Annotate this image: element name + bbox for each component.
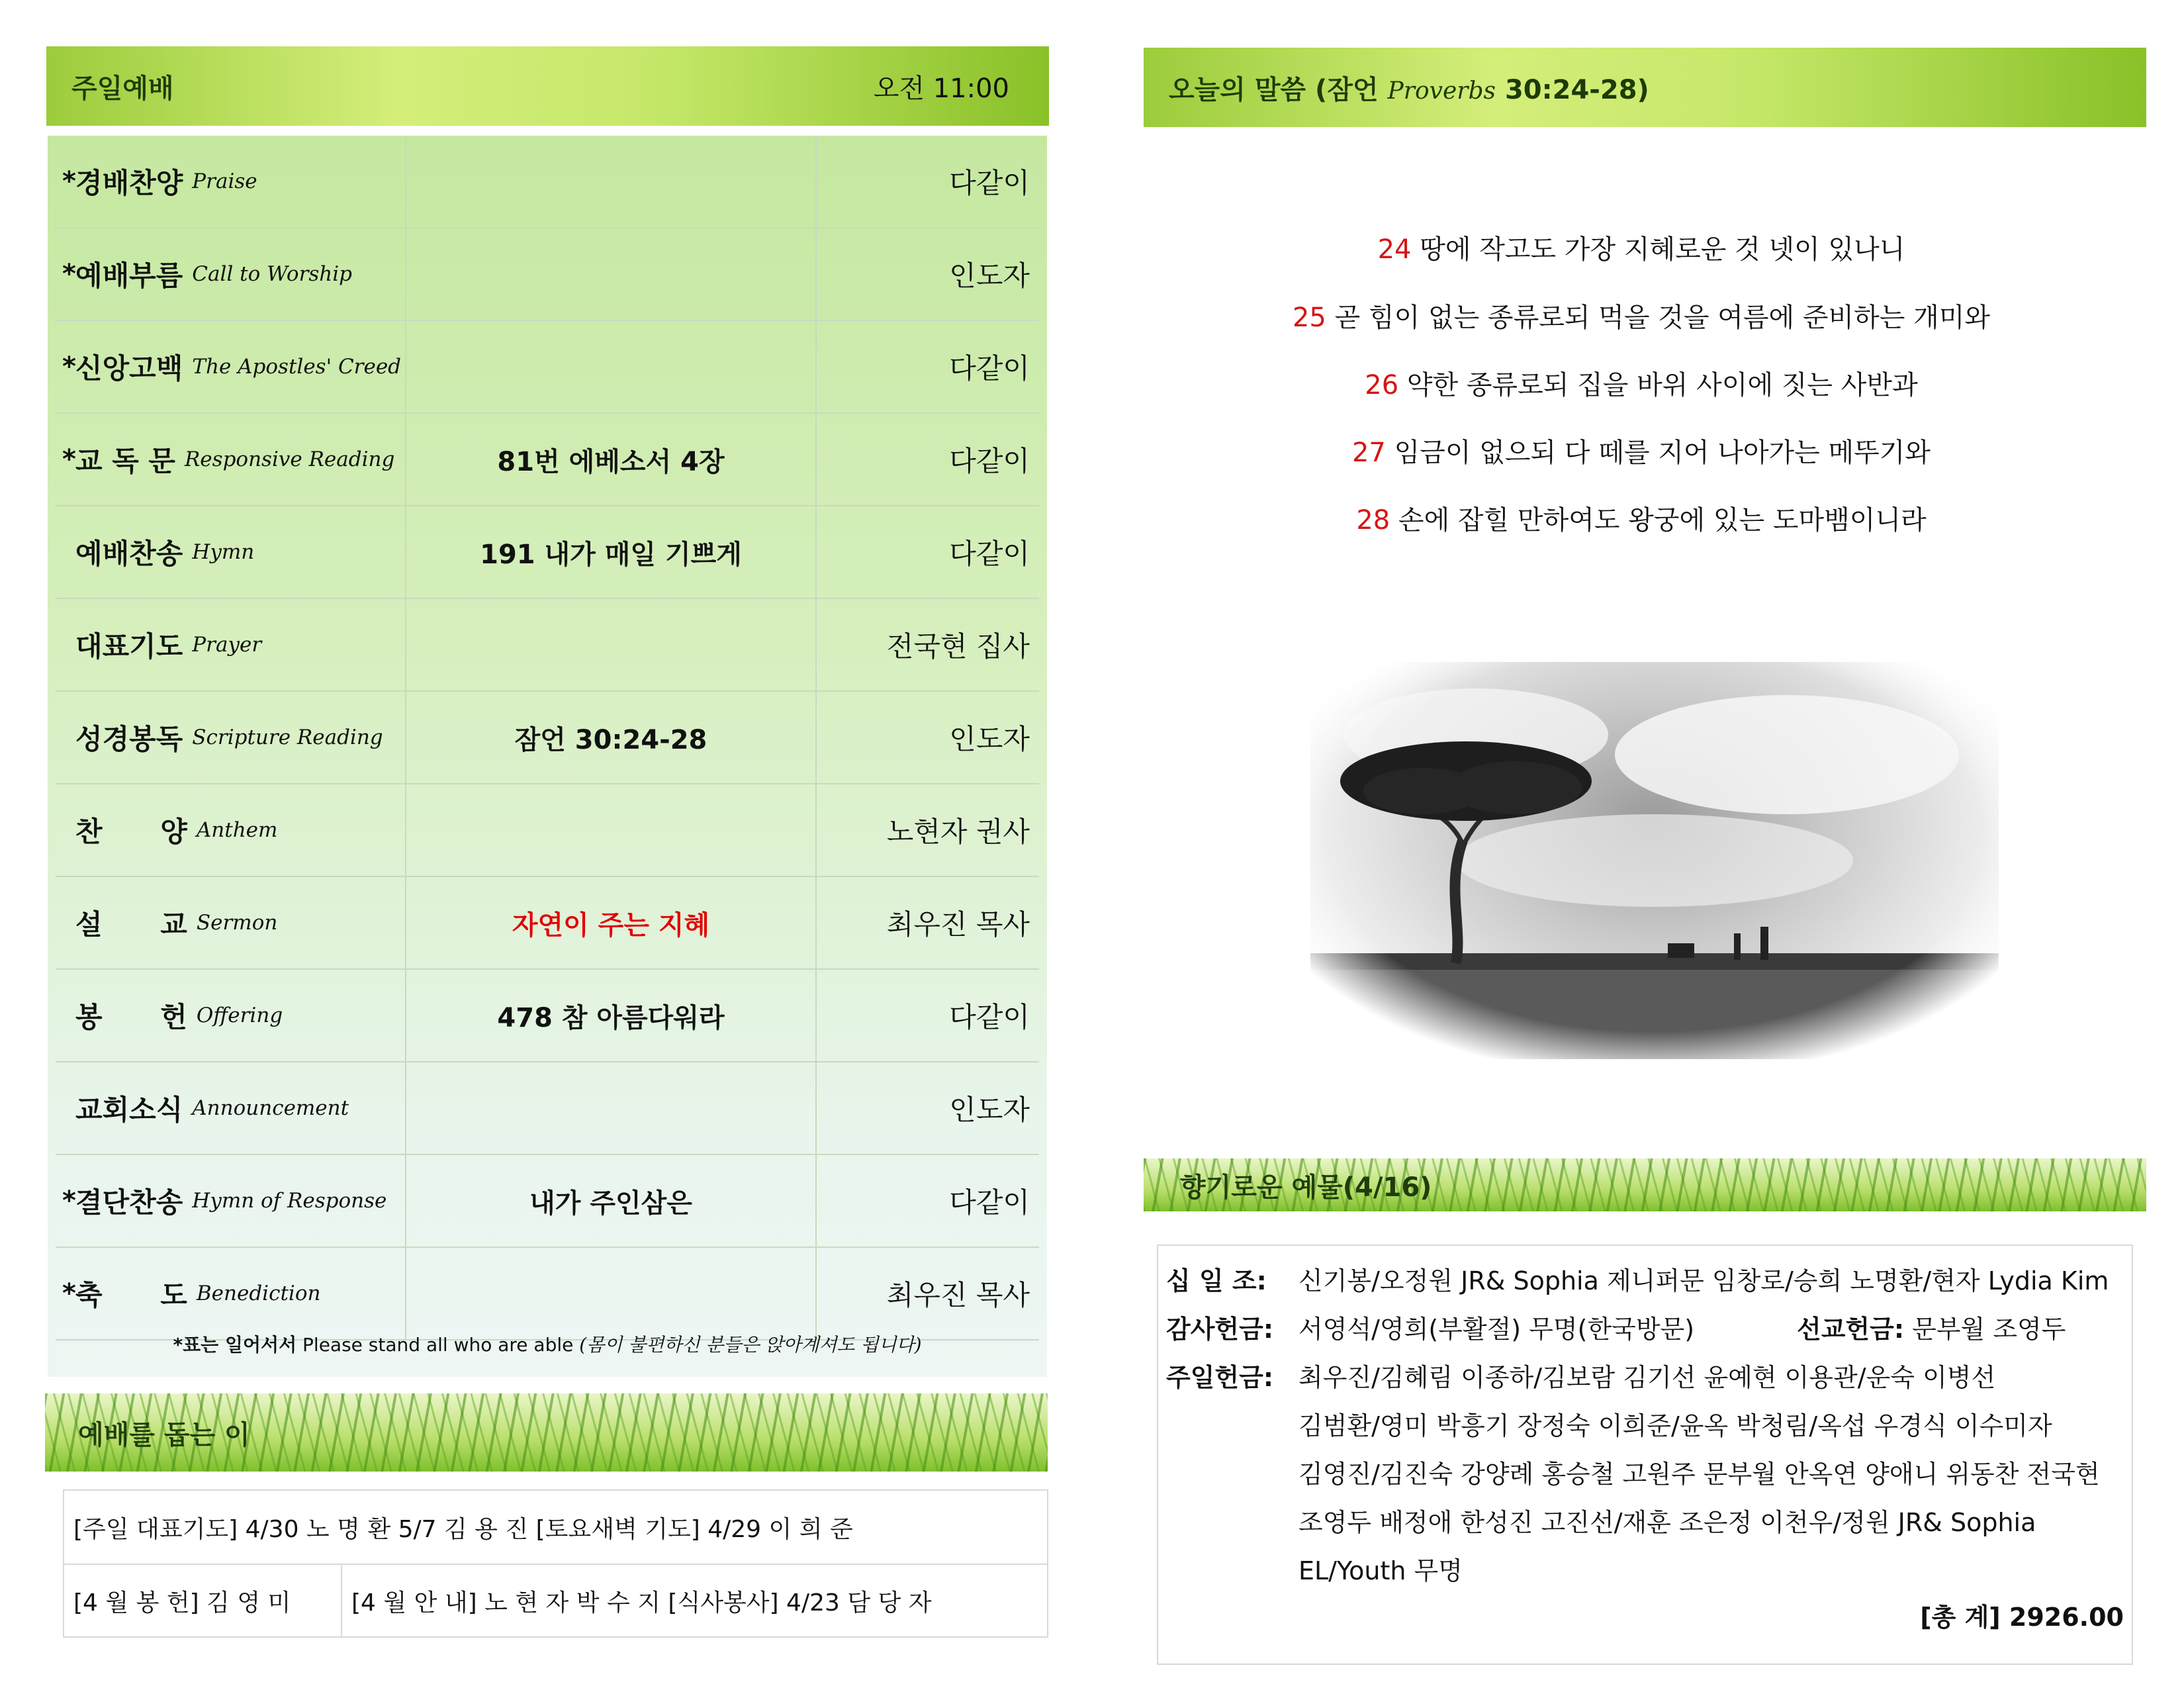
sunday-names-line: 최우진/김혜림 이종하/김보람 김기선 윤예현 이용관/운숙 이병선 (1298, 1363, 1996, 1392)
helpers-offering: [4 월 봉 헌] 김 영 미 (64, 1565, 342, 1636)
order-item-leader: 다같이 (949, 1001, 1030, 1033)
verse-number: 28 (1356, 505, 1390, 536)
thanks-names: 서영석/영희(부활절) 무명(한국방문) (1298, 1315, 1695, 1344)
order-item-korean: 설 교 (75, 908, 187, 941)
order-item-detail (406, 599, 817, 690)
scripture-title-eng: Proverbs (1387, 77, 1496, 105)
order-item-name (56, 692, 406, 783)
helpers-prayer-schedule: [주일 대표기도] 4/30 노 명 환 5/7 김 용 진 [토요새벽 기도] 4/29 이 희 준 (73, 1515, 853, 1543)
order-item-english: Call to Worship (192, 262, 353, 286)
worship-order-row (56, 692, 1039, 784)
tree-landscape-illustration (1310, 662, 1999, 1059)
order-item-korean: 교 독 문 (75, 445, 175, 477)
scripture-title-ref: 30:24-28) (1496, 74, 1649, 105)
helpers-table (63, 1489, 1048, 1638)
offering-banner (1144, 1158, 2146, 1211)
mission-label: 선교헌금: (1797, 1315, 1905, 1344)
order-item-name (56, 1062, 406, 1154)
standing-mark: * (62, 1278, 76, 1309)
worship-order-row (56, 1248, 1039, 1340)
thanks-row (1166, 1309, 1298, 1345)
order-item-english: Praise (192, 169, 257, 193)
worship-order (48, 136, 1047, 1377)
order-item-korean: 봉 헌 (75, 1001, 187, 1033)
verse-number: 24 (1377, 234, 1412, 265)
order-item-leader: 전국현 집사 (886, 630, 1030, 663)
order-item-leader: 다같이 (949, 538, 1030, 570)
order-item-detail: 478 참 아름다워라 (406, 970, 817, 1061)
order-item-leader: 인도자 (949, 723, 1030, 755)
order-item-leader: 다같이 (949, 167, 1030, 199)
order-item-name (56, 599, 406, 690)
order-item-name (56, 136, 406, 227)
order-item-english: Anthem (196, 818, 278, 842)
standing-note-text: Please stand all who are able (296, 1334, 580, 1356)
verse-text: 손에 잡힐 만하여도 왕궁에 있는 도마뱀이니라 (1390, 505, 1927, 536)
order-item-detail (406, 1248, 817, 1339)
order-item-korean: 결단찬송 (75, 1186, 183, 1219)
order-item-detail: 내가 주인삼은 (406, 1155, 817, 1246)
mission-offering (1797, 1309, 2066, 1345)
scripture-verse (1145, 432, 2138, 469)
helpers-usher-meal: [4 월 안 내] 노 현 자 박 수 지 [식사봉사] 4/23 담 당 자 (351, 1589, 932, 1617)
scripture-title-kor: 오늘의 말씀 (잠언 (1169, 74, 1388, 105)
verse-text: 약한 종류로되 집을 바위 사이에 짓는 사반과 (1398, 370, 1918, 400)
scripture-verse (1145, 499, 2138, 537)
verse-number: 26 (1365, 370, 1399, 400)
order-item-english: Scripture Reading (192, 726, 383, 749)
worship-order-row (56, 970, 1039, 1062)
verse-text: 땅에 작고도 가장 지혜로운 것 넷이 있나니 (1411, 234, 1905, 265)
offering-title: 향기로운 예물(4/16) (1180, 1172, 1432, 1203)
helpers-row (64, 1491, 1047, 1564)
worship-order-row (56, 506, 1039, 599)
scripture-verse (1145, 297, 2138, 334)
worship-order-row (56, 136, 1039, 228)
standing-mark: * (62, 1186, 76, 1216)
worship-order-row (56, 1062, 1039, 1155)
worship-order-row (56, 414, 1039, 506)
worship-order-row (56, 1155, 1039, 1248)
verse-number: 25 (1292, 303, 1326, 333)
worship-order-row (56, 784, 1039, 877)
verse-text: 곧 힘이 없는 종류로되 먹을 것을 여름에 준비하는 개미와 (1326, 303, 1991, 333)
standing-note-italic: (몸이 불편하신 분들은 앉아계셔도 됩니다) (579, 1334, 922, 1356)
order-item-detail: 191 내가 매일 기쁘게 (406, 506, 817, 598)
order-item-korean: 예배부름 (75, 259, 183, 292)
order-item-english: The Apostles' Creed (192, 355, 402, 379)
tithe-row (1166, 1260, 1298, 1297)
order-item-korean: 경배찬양 (75, 167, 183, 199)
standing-mark: * (62, 166, 76, 197)
order-item-detail (406, 784, 817, 876)
order-item-english: Prayer (192, 633, 262, 657)
order-item-detail (406, 1062, 817, 1154)
helpers-row (64, 1564, 1047, 1636)
order-item-leader: 최우진 목사 (886, 1279, 1030, 1311)
order-item-english: Responsive Reading (184, 447, 395, 471)
sunday-label: 주일헌금: (1166, 1363, 1274, 1392)
order-item-english: Benediction (196, 1282, 321, 1305)
worship-title: 주일예배 (71, 73, 174, 104)
order-item-english: Announcement (192, 1096, 349, 1120)
worship-order-table (56, 136, 1039, 1340)
mission-names: 문부월 조영두 (1904, 1315, 2066, 1344)
order-item-korean: 축 도 (75, 1279, 187, 1311)
order-item-korean: 찬 양 (75, 816, 187, 848)
standing-note (48, 1331, 1047, 1357)
standing-mark: * (62, 444, 76, 475)
tithe-label: 십 일 조: (1166, 1266, 1267, 1295)
scripture-verse (1145, 228, 2138, 266)
order-item-detail (406, 136, 817, 227)
standing-mark: * (62, 352, 76, 382)
order-item-detail: 자연이 주는 지혜 (406, 877, 817, 968)
standing-mark: * (62, 259, 76, 289)
helpers-banner (45, 1393, 1048, 1472)
scripture-verse (1145, 364, 2138, 402)
scripture-banner (1144, 48, 2146, 127)
order-item-leader: 인도자 (949, 259, 1030, 292)
order-item-name (56, 784, 406, 876)
order-item-detail (406, 321, 817, 412)
order-item-name (56, 1155, 406, 1246)
scripture-title (1169, 69, 1649, 107)
worship-order-row (56, 599, 1039, 692)
worship-order-row (56, 228, 1039, 321)
order-item-korean: 예배찬송 (75, 538, 183, 570)
order-item-name (56, 228, 406, 320)
verse-text: 임금이 없으되 다 떼를 지어 나아가는 메뚜기와 (1385, 438, 1931, 468)
order-item-leader: 노현자 권사 (886, 816, 1030, 848)
order-item-english: Sermon (196, 911, 278, 935)
order-item-name (56, 414, 406, 505)
sunday-names-line: 김범환/영미 박흥기 장정숙 이희준/윤옥 박청림/옥섭 우경식 이수미자 (1298, 1411, 2052, 1440)
order-item-korean: 성경봉독 (75, 723, 183, 755)
order-item-detail: 81번 에베소서 4장 (406, 414, 817, 505)
sunday-names-line: 김영진/김진숙 강양례 홍승철 고원주 문부월 안옥연 양애니 위동찬 전국현 (1298, 1460, 2100, 1489)
offering-total: [총 계] 2926.00 (1920, 1603, 2124, 1632)
order-item-name (56, 506, 406, 598)
sunday-row (1166, 1357, 1298, 1393)
worship-order-row (56, 321, 1039, 414)
order-item-name (56, 970, 406, 1061)
order-item-leader: 다같이 (949, 352, 1030, 385)
order-item-leader: 인도자 (949, 1094, 1030, 1126)
order-item-english: Hymn (192, 540, 255, 564)
worship-order-row (56, 877, 1039, 970)
order-item-leader: 다같이 (949, 1186, 1030, 1219)
order-item-english: Offering (196, 1004, 283, 1027)
order-item-leader: 다같이 (949, 445, 1030, 477)
order-item-detail: 잠언 30:24-28 (406, 692, 817, 783)
order-item-korean: 신앙고백 (75, 352, 183, 385)
worship-time: 오전 11:00 (873, 73, 1009, 104)
worship-banner (46, 46, 1049, 126)
helpers-title: 예배를 돕는 이 (78, 1419, 250, 1450)
order-item-korean: 교회소식 (75, 1094, 183, 1126)
sunday-names-line: EL/Youth 무명 (1298, 1556, 1463, 1585)
order-item-leader: 최우진 목사 (886, 908, 1030, 941)
standing-note-bold: *표는 일어서서 (173, 1334, 297, 1356)
verse-number: 27 (1351, 438, 1386, 468)
tree-landscape-image (1310, 662, 1999, 1059)
order-item-name (56, 321, 406, 412)
offering-list (1157, 1244, 2133, 1665)
order-item-name (56, 877, 406, 968)
order-item-korean: 대표기도 (75, 630, 183, 663)
tithe-names: 신기봉/오정원 JR& Sophia 제니퍼문 임창로/승희 노명환/현자 Lydia Kim (1298, 1266, 2109, 1295)
thanks-label: 감사헌금: (1166, 1315, 1274, 1344)
order-item-detail (406, 228, 817, 320)
sunday-names-line: 조영두 배정애 한성진 고진선/재훈 조은정 이천우/정원 JR& Sophia (1298, 1508, 2036, 1537)
order-item-english: Hymn of Response (192, 1189, 387, 1213)
order-item-name (56, 1248, 406, 1339)
